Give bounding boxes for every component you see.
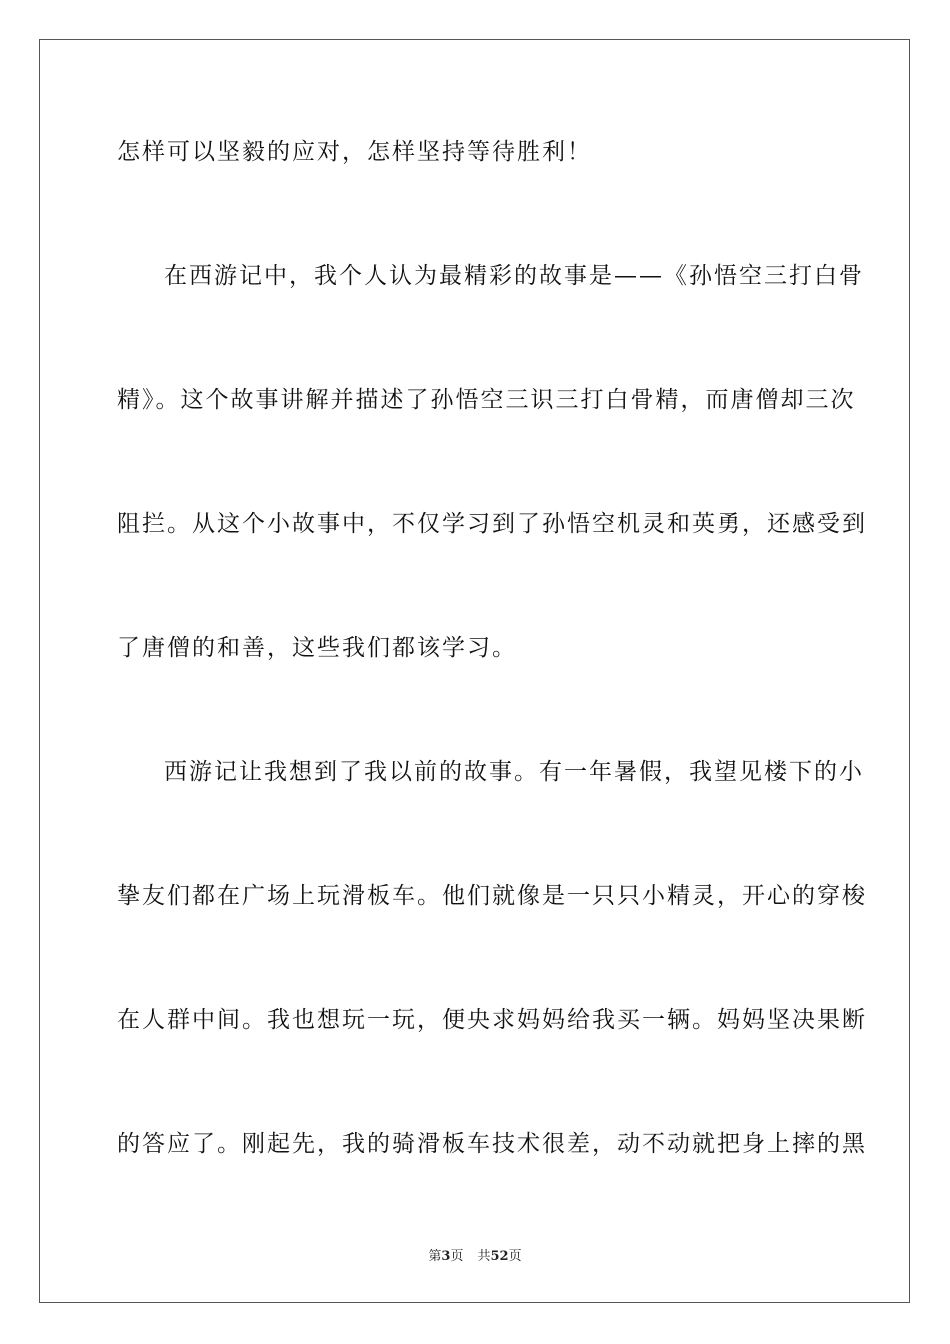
total-pages: 52 xyxy=(490,1249,509,1264)
paragraph-start-line: 在西游记中，我个人认为最精彩的故事是——《孙悟空三打白骨 xyxy=(164,263,864,289)
page-prefix: 第 xyxy=(428,1249,442,1264)
page-frame xyxy=(39,39,910,1303)
page-suffix: 页 xyxy=(450,1249,464,1264)
text-line: 在人群中间。我也想玩一玩，便央求妈妈给我买一辆。妈妈坚决果断 xyxy=(117,1007,867,1033)
page-number: 3 xyxy=(441,1249,451,1264)
text-line: 怎样可以坚毅的应对，怎样坚持等待胜利！ xyxy=(117,139,592,165)
text-line: 精》。这个故事讲解并描述了孙悟空三识三打白骨精，而唐僧却三次 xyxy=(117,387,856,413)
total-prefix: 共 xyxy=(477,1249,491,1264)
page-footer xyxy=(0,1248,950,1266)
text-line: 挚友们都在广场上玩滑板车。他们就像是一只只小精灵，开心的穿梭 xyxy=(117,883,867,909)
total-suffix: 页 xyxy=(508,1249,522,1264)
text-line: 阻拦。从这个小故事中，不仅学习到了孙悟空机灵和英勇，还感受到 xyxy=(117,511,867,537)
paragraph-start-line: 西游记让我想到了我以前的故事。有一年暑假，我望见楼下的小 xyxy=(164,759,864,785)
text-line: 的答应了。刚起先，我的骑滑板车技术很差，动不动就把身上摔的黑 xyxy=(117,1131,867,1157)
text-line: 了唐僧的和善，这些我们都该学习。 xyxy=(117,635,517,661)
